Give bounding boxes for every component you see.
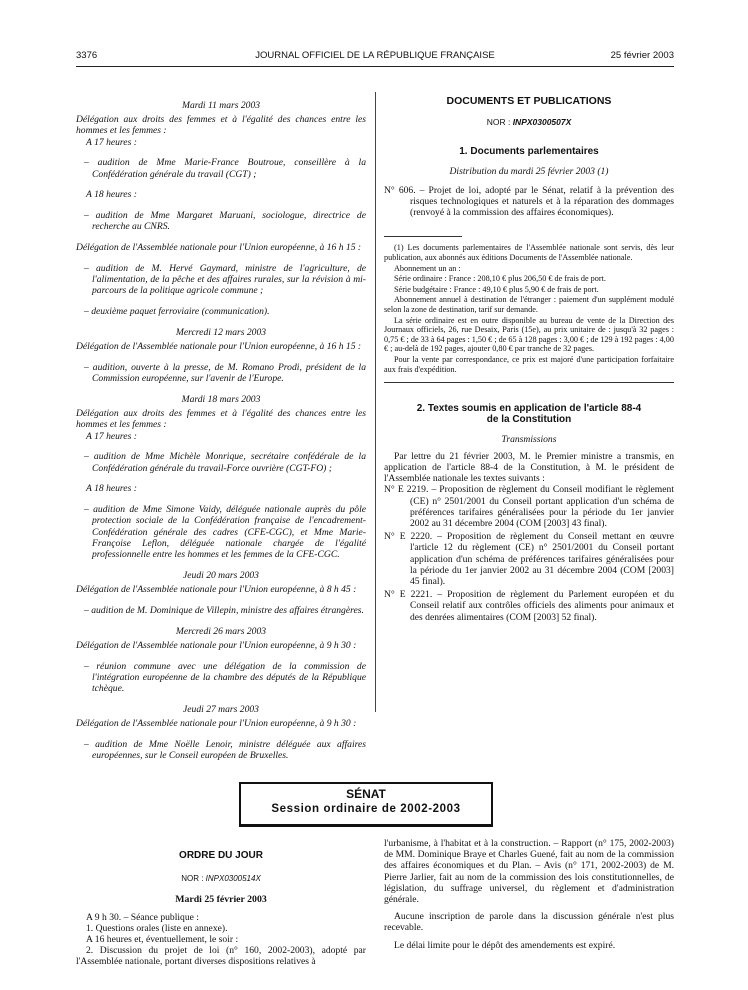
page-number: 3376 [76, 50, 98, 61]
agenda-time: A 18 heures : [86, 189, 137, 201]
section-title: DOCUMENTS ET PUBLICATIONS [446, 95, 612, 107]
ordre-du-jour-title: ORDRE DU JOUR [179, 850, 263, 861]
agenda-item: – audition de Mme Michèle Monrique, secrétaire confédérale de la Confédération générale du travail-Force ouvrière (CGT-FO) ; [84, 451, 366, 474]
subsection-title: 2. Textes soumis en application de l'article 88-4 [416, 403, 642, 415]
footnote [384, 243, 674, 383]
ordre-du-jour [76, 850, 366, 968]
agenda-paragraph: Aucune inscription de parole dans la discussion générale n'est plus recevable. [384, 911, 674, 934]
agenda-org: Délégation de l'Assemblée nationale pour l'Union européenne, à 9 h 30 : [76, 639, 357, 651]
agenda-line: 2. Discussion du projet de loi (n° 160, 2002-2003), adopté par l'Assemblée nationale, portant diverses dispositions relatives à [76, 945, 366, 968]
agenda-date: Mercredi 12 mars 2003 [175, 327, 267, 338]
agenda-item: – audition de Mme Margaret Maruani, sociologue, directrice de recherche au CNRS. [84, 210, 366, 233]
senat-heading-box [239, 782, 493, 826]
agenda-item: – audition de Mme Noëlle Lenoir, ministre déléguée aux affaires européennes, sur le Conseil européen de Bruxelles. [84, 738, 366, 762]
journal-title: JOURNAL OFFICIEL DE LA RÉPUBLIQUE FRANÇAISE [255, 50, 495, 61]
distribution-date: Distribution du mardi 25 février 2003 (1) [449, 165, 609, 177]
agenda-org: Délégation aux droits des femmes et à l'égalité des chances entre les hommes et les femmes : [76, 114, 366, 137]
agenda-date: Mardi 18 mars 2003 [181, 394, 261, 405]
agenda-item: – deuxième paquet ferroviaire (communication). [84, 306, 270, 318]
footnote-end-rule [384, 382, 674, 383]
agenda-block-26-mars [76, 626, 366, 695]
agenda-org: Délégation de l'Assemblée nationale pour l'Union européenne, à 9 h 30 : [76, 718, 357, 730]
agenda-block-18-mars [76, 394, 366, 560]
eu-text-item: N° E 2219. – Proposition de règlement du Conseil modifiant le règlement (CE) n° 2501/2001 du Conseil portant application d'un schéma de préférences tarifaires généralisées pour la période du 1er janvier 2002 au 31 décembre 2004 (COM [2003] 43 final). [384, 484, 674, 529]
nor-prefix: NOR : [181, 874, 206, 884]
agenda-date: Jeudi 27 mars 2003 [183, 703, 259, 715]
agenda-org: Délégation aux droits des femmes et à l'égalité des chances entre les hommes et les femmes : [76, 408, 366, 431]
agenda-line: 1. Questions orales (liste en annexe). [86, 922, 228, 934]
footnote-text: Pour la vente par correspondance, ce prix est majoré d'une participation forfaitaire aux frais d'expédition. [384, 354, 674, 374]
page-header [76, 50, 674, 66]
nor-code: INPX0300507X [512, 117, 572, 128]
agenda-date: Mardi 11 mars 2003 [181, 100, 261, 111]
footnote-text: Abonnement un an : [394, 263, 461, 273]
session-title: Session ordinaire de 2002-2003 [271, 803, 461, 815]
agenda-date: Mercredi 26 mars 2003 [175, 625, 267, 637]
agenda-time: A 17 heures : [86, 430, 137, 442]
transmissions-heading: Transmissions [501, 433, 557, 445]
nor-reference [76, 873, 366, 884]
footnote-text: Série budgétaire : France : 49,10 € plus 5,90 € de frais de port. [394, 284, 599, 294]
agenda-item: – réunion commune avec une délégation de la commission de l'intégration européenne de la chambre des députés de la République tchèque. [84, 660, 366, 695]
nor-code: INPX0300514X [205, 874, 261, 884]
footnote-text: Série ordinaire : France : 208,10 € plus 206,50 € de frais de port. [394, 274, 606, 284]
column-divider [375, 92, 376, 712]
agenda-block-11-mars [76, 100, 366, 317]
footnote-text: (1) Les documents parlementaires de l'Assemblée nationale sont servis, dès leur publication, aux abonnés aux éditions Documents de l'Assemblée nationale. [384, 243, 674, 263]
agenda-item: – audition de M. Dominique de Villepin, ministre des affaires étrangères. [84, 604, 364, 616]
footnote-rule [384, 236, 462, 237]
agenda-org: Délégation de l'Assemblée nationale pour l'Union européenne, à 16 h 15 : [76, 341, 362, 353]
document-item: N° 606. – Projet de loi, adopté par le Sénat, relatif à la prévention des risques technologiques et naturels et à la réparation des dommages (renvoyé à la commission des affaires économiques). [384, 184, 674, 219]
ordre-du-jour-continued [384, 838, 674, 951]
senat-title: SÉNAT [346, 787, 386, 801]
agenda-time: A 17 heures : [86, 136, 137, 148]
agenda-line: A 16 heures et, éventuellement, le soir : [86, 934, 239, 946]
session-date: Mardi 25 février 2003 [175, 894, 267, 906]
right-column [384, 96, 674, 625]
subsection-title: 1. Documents parlementaires [459, 146, 599, 158]
left-column [76, 96, 366, 771]
agenda-paragraph: l'urbanisme, à l'habitat et à la construction. – Rapport (n° 175, 2002-2003) de MM. Dominique Braye et Charles Guené, fait au nom de la commission des affaires économiques et du Plan. – Avis (n° 171, 2002-2003) de M. Pierre Jarlier, fait au nom de la commission des lois constitutionnelles, de législation, du suffrage universel, du règlement et d'administration générale. [384, 838, 674, 906]
agenda-org: Délégation de l'Assemblée nationale pour l'Union européenne, à 16 h 15 : [76, 242, 362, 254]
agenda-item: – audition de Mme Marie-France Boutroue, conseillère à la Confédération générale du travail (CGT) ; [84, 157, 366, 180]
agenda-item: – audition de M. Hervé Gaymard, ministre de l'agriculture, de l'alimentation, de la pêche et des affaires rurales, sur la révision à mi-parcours de la politique agricole commune ; [84, 263, 366, 297]
agenda-date: Jeudi 20 mars 2003 [183, 569, 259, 581]
eu-text-item: N° E 2221. – Proposition de règlement du Parlement européen et du Conseil relatif aux contrôles officiels des aliments pour animaux et des denrées alimentaires (COM [2003] 52 final). [384, 589, 674, 623]
eu-text-item: N° E 2220. – Proposition de règlement du Conseil mettant en œuvre l'article 12 du règlement (CE) n° 2501/2001 du Conseil portant application d'un schéma de préférences tarifaires généralisées pour la période du 1er janvier 2002 au 31 décembre 2004 (COM [2003] 45 final). [384, 531, 674, 587]
agenda-item: – audition, ouverte à la presse, de M. Romano Prodi, président de la Commission européenne, sur l'avenir de l'Europe. [84, 362, 366, 385]
footnote-text: Abonnement annuel à destination de l'étranger : paiement d'un supplément modulé selon la zone de destination, tarif sur demande. [384, 295, 674, 314]
agenda-block-12-mars [76, 327, 366, 384]
nor-reference [384, 117, 674, 128]
transmission-intro: Par lettre du 21 février 2003, M. le Premier ministre a transmis, en application de l'article 88-4 de la Constitution, à M. le président de l'Assemblée nationale les textes suivants : [384, 450, 674, 485]
agenda-line: A 9 h 30. – Séance publique : [86, 911, 199, 923]
issue-date: 25 février 2003 [610, 50, 674, 61]
header-rule [76, 66, 674, 67]
agenda-time: A 18 heures : [86, 483, 137, 495]
agenda-paragraph: Le délai limite pour le dépôt des amendements est expiré. [394, 939, 616, 951]
senat-box-shadow-rule [239, 826, 493, 827]
footnote-text: La série ordinaire est en outre disponible au bureau de vente de la Direction des Journaux officiels, 26, rue Desaix, Paris (15e), au prix unitaire de : jusqu'à 32 pages : 0,75 € ; de 33 à 64 pages : 1,50 € ; de 65 à 128 pages : 3,00 € ; de 129 à 192 pages : 4,00 € ; au-delà de 192 pages, ajouter 0,80 € par tranche de 32 pages. [384, 315, 674, 354]
nor-prefix: NOR : [486, 117, 513, 128]
subsection-title: de la Constitution [486, 414, 572, 426]
agenda-org: Délégation de l'Assemblée nationale pour l'Union européenne, à 8 h 45 : [76, 584, 357, 596]
agenda-item: – audition de Mme Simone Vaidy, déléguée nationale auprès du pôle protection sociale de la Confédération française de l'encadrement-Confédération générale des cadres (CFE-CGC), et Mme Marie-Françoise Leflon, déléguée nationale chargée de l'égalité professionnelle entre les hommes et les femmes de la CFE-CGC. [84, 504, 366, 561]
agenda-block-27-mars [76, 704, 366, 761]
agenda-block-20-mars [76, 570, 366, 616]
